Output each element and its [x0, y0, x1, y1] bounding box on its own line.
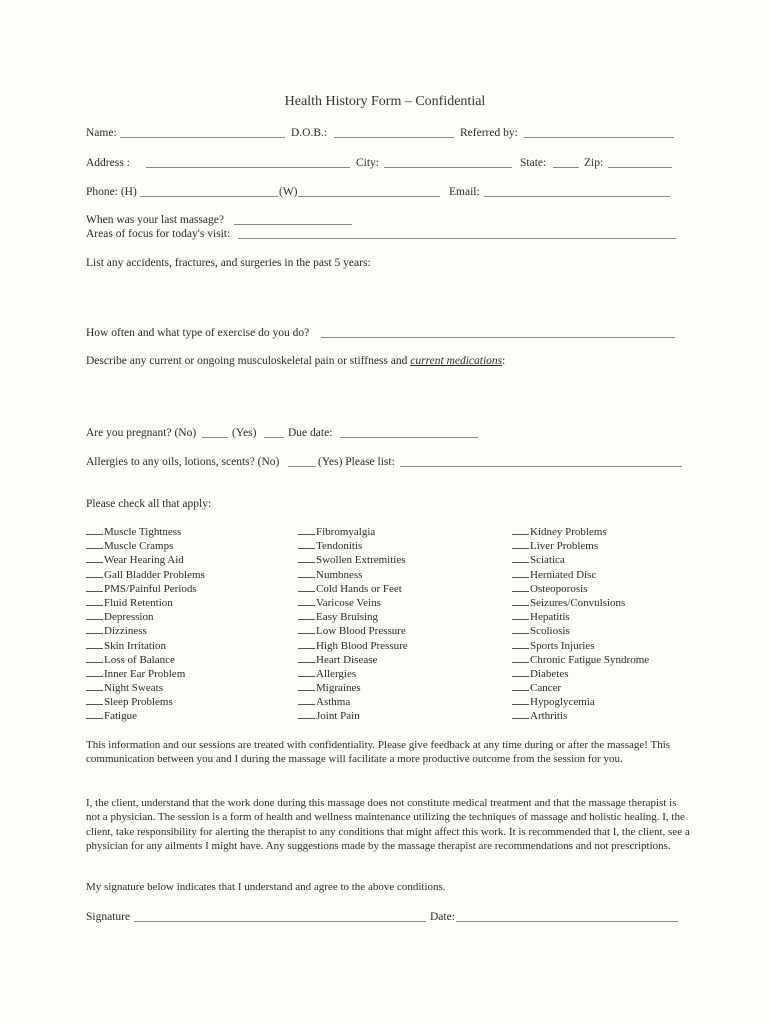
condition-item[interactable]	[298, 552, 408, 566]
condition-label: Cancer	[530, 682, 562, 695]
condition-label: Gall Bladder Problems	[104, 568, 205, 581]
condition-item[interactable]	[298, 567, 408, 581]
condition-item[interactable]	[86, 567, 205, 581]
condition-label: Muscle Tightness	[104, 526, 182, 538]
condition-checkbox-blank[interactable]	[86, 567, 103, 578]
condition-label: Migraines	[316, 682, 361, 695]
condition-checkbox-blank[interactable]	[86, 708, 103, 719]
city-field[interactable]	[384, 167, 512, 168]
condition-item[interactable]	[512, 680, 649, 694]
condition-label: Fatigue	[104, 710, 137, 723]
condition-label: Depression	[104, 611, 154, 624]
agreement-paragraph: My signature below indicates that I understand and agree to the above conditions.	[86, 881, 446, 893]
condition-label: Tendonitis	[316, 540, 363, 553]
condition-item[interactable]	[86, 638, 205, 652]
exercise-label: How often and what type of exercise do you do?	[86, 327, 310, 339]
condition-label: Hypoglycemia	[530, 696, 595, 709]
last-massage-field[interactable]	[234, 224, 352, 225]
focus-areas-field[interactable]	[238, 238, 676, 239]
condition-checkbox-blank[interactable]	[512, 680, 529, 691]
address-label: Address :	[86, 157, 130, 169]
conditions-column-3	[512, 524, 649, 723]
disclaimer-paragraph: I, the client, understand that the work done during this massage does not constitute medical treatment and that the massage therapist is not a physician. The session is a form of health and wellness maintenance utilizing the techniques of massage and holistic healing. I, the client, take responsibility for alerting the therapist to any conditions that might affect this work. It is recommended that I, the client, see a physician for any ailments I might have. Any suggestions made by the massage therapist are recommendations and not prescriptions.	[86, 797, 690, 852]
condition-checkbox-blank[interactable]	[86, 538, 103, 549]
condition-checkbox-blank[interactable]	[298, 638, 315, 649]
condition-checkbox-blank[interactable]	[512, 581, 529, 592]
condition-item[interactable]	[86, 680, 205, 694]
signature-field[interactable]	[134, 921, 426, 922]
condition-label: Wear Hearing Aid	[104, 554, 184, 567]
condition-checkbox-blank[interactable]	[298, 609, 315, 620]
conditions-column-1	[86, 524, 205, 723]
date-field[interactable]	[456, 921, 678, 922]
condition-label: Skin Irritation	[104, 639, 167, 652]
pain-label: Describe any current or ongoing musculoskeletal pain or stiffness and current medications:	[86, 355, 506, 367]
condition-item[interactable]	[512, 552, 649, 566]
condition-checkbox-blank[interactable]	[86, 638, 103, 649]
zip-label: Zip:	[584, 157, 604, 169]
condition-item[interactable]	[512, 638, 649, 652]
name-field[interactable]	[120, 137, 285, 138]
condition-checkbox-blank[interactable]	[298, 708, 315, 719]
condition-label: Arthritis	[530, 710, 568, 723]
condition-checkbox-blank[interactable]	[298, 595, 315, 606]
condition-checkbox-blank[interactable]	[512, 708, 529, 719]
name-label: Name:	[86, 127, 117, 139]
allergies-yes-label: (Yes) Please list:	[318, 456, 395, 468]
dob-field[interactable]	[334, 137, 454, 138]
condition-checkbox-blank[interactable]	[512, 538, 529, 549]
condition-label: Joint Pain	[316, 710, 360, 723]
condition-label: Sciatica	[530, 554, 565, 567]
signature-label: Signature	[86, 911, 131, 923]
condition-item[interactable]	[512, 538, 649, 552]
condition-label: Allergies	[316, 667, 357, 680]
phone-home-field[interactable]	[140, 196, 278, 197]
condition-label: Swollen Extremities	[316, 554, 406, 567]
condition-item[interactable]	[298, 623, 408, 637]
allergies-label: Allergies to any oils, lotions, scents? (No)	[86, 456, 280, 468]
condition-label: Diabetes	[530, 667, 569, 680]
condition-checkbox-blank[interactable]	[512, 694, 529, 705]
condition-item[interactable]	[86, 666, 205, 680]
zip-field[interactable]	[608, 167, 672, 168]
condition-label: Muscle Cramps	[104, 540, 174, 553]
condition-checkbox-blank[interactable]	[512, 609, 529, 620]
condition-item[interactable]	[298, 694, 408, 708]
condition-checkbox-blank[interactable]	[298, 623, 315, 634]
condition-item[interactable]	[86, 708, 205, 722]
condition-checkbox-blank[interactable]	[298, 567, 315, 578]
condition-checkbox-blank[interactable]	[512, 567, 529, 578]
condition-item[interactable]	[512, 581, 649, 595]
condition-label: Night Sweats	[104, 682, 163, 695]
condition-checkbox-blank[interactable]	[86, 524, 103, 535]
condition-checkbox-blank[interactable]	[86, 552, 103, 563]
condition-checkbox-blank[interactable]	[512, 623, 529, 634]
condition-label: Liver Problems	[530, 540, 599, 553]
condition-item[interactable]	[86, 694, 205, 708]
condition-checkbox-blank[interactable]	[86, 609, 103, 620]
phone-work-label: (W)	[279, 186, 298, 198]
condition-item[interactable]	[512, 652, 649, 666]
accidents-label: List any accidents, fractures, and surgeries in the past 5 years:	[86, 257, 371, 269]
state-label: State:	[520, 157, 547, 169]
last-massage-label: When was your last massage?	[86, 214, 224, 226]
condition-checkbox-blank[interactable]	[298, 538, 315, 549]
condition-label: Osteoporosis	[530, 582, 588, 595]
condition-item[interactable]	[298, 581, 408, 595]
date-label: Date:	[430, 911, 455, 923]
condition-label: PMS/Painful Periods	[104, 582, 197, 595]
condition-checkbox-blank[interactable]	[298, 552, 315, 563]
condition-checkbox-blank[interactable]	[512, 552, 529, 563]
email-field[interactable]	[484, 196, 670, 197]
conditions-column-2	[298, 524, 408, 723]
exercise-field[interactable]	[321, 337, 675, 338]
condition-label: Scoliosis	[530, 625, 570, 638]
condition-checkbox-blank[interactable]	[298, 524, 315, 535]
condition-label: Asthma	[316, 696, 351, 709]
condition-item[interactable]	[512, 708, 649, 722]
dob-label: D.O.B.:	[291, 127, 328, 139]
condition-checkbox-blank[interactable]	[86, 666, 103, 677]
condition-item[interactable]	[512, 623, 649, 637]
condition-label: Kidney Problems	[530, 526, 607, 538]
condition-label: Sports Injuries	[530, 639, 595, 652]
condition-item[interactable]	[298, 680, 408, 694]
condition-item[interactable]	[298, 708, 408, 722]
condition-label: Dizziness	[104, 625, 147, 638]
allergies-list-field[interactable]	[400, 466, 682, 467]
condition-item[interactable]	[298, 638, 408, 652]
condition-label: Hepatitis	[530, 611, 570, 624]
condition-item[interactable]	[512, 609, 649, 623]
confidentiality-paragraph: This information and our sessions are treated with confidentiality. Please give feedback at any time during or after the massage! This communication between you and I during the massage will facilitate a more productive outcome from the session for you.	[86, 739, 671, 766]
condition-checkbox-blank[interactable]	[512, 595, 529, 606]
condition-item[interactable]	[86, 552, 205, 566]
condition-item[interactable]	[298, 609, 408, 623]
state-field[interactable]	[553, 167, 579, 168]
condition-item[interactable]	[86, 595, 205, 609]
condition-checkbox-blank[interactable]	[512, 638, 529, 649]
condition-item[interactable]	[86, 581, 205, 595]
form-title: Health History Form – Confidential	[284, 94, 486, 109]
condition-item[interactable]	[512, 694, 649, 708]
condition-label: Fibromyalgia	[316, 526, 376, 538]
condition-item[interactable]	[86, 538, 205, 552]
condition-checkbox-blank[interactable]	[86, 581, 103, 592]
phone-home-label: Phone: (H)	[86, 186, 137, 198]
condition-label: Easy Bruising	[316, 611, 379, 624]
phone-work-field[interactable]	[298, 196, 440, 197]
condition-item[interactable]	[512, 595, 649, 609]
condition-item[interactable]	[86, 623, 205, 637]
condition-item[interactable]	[298, 538, 408, 552]
referred-field[interactable]	[524, 137, 674, 138]
pregnant-yes-field[interactable]	[264, 437, 284, 438]
condition-item[interactable]	[298, 595, 408, 609]
condition-label: Loss of Balance	[104, 653, 175, 666]
condition-checkbox-blank[interactable]	[86, 595, 103, 606]
condition-label: Fluid Retention	[104, 596, 173, 609]
condition-item[interactable]	[298, 652, 408, 666]
current-medications-text: current medications	[410, 355, 503, 367]
condition-label: Seizures/Convulsions	[530, 596, 626, 609]
condition-item[interactable]	[86, 524, 205, 538]
pregnant-no-field[interactable]	[202, 437, 228, 438]
condition-label: Chronic Fatigue Syndrome	[530, 653, 650, 666]
pregnant-yes-label: (Yes)	[232, 427, 257, 439]
condition-item[interactable]	[298, 666, 408, 680]
condition-label: Numbness	[316, 568, 363, 581]
condition-checkbox-blank[interactable]	[86, 652, 103, 663]
condition-checkbox-blank[interactable]	[298, 680, 315, 691]
condition-checkbox-blank[interactable]	[298, 652, 315, 663]
condition-checkbox-blank[interactable]	[298, 666, 315, 677]
check-all-label: Please check all that apply:	[86, 498, 212, 510]
condition-label: Heart Disease	[316, 653, 378, 666]
city-label: City:	[356, 157, 380, 169]
condition-label: Varicose Veins	[316, 596, 381, 609]
condition-item[interactable]	[298, 524, 408, 538]
condition-label: Inner Ear Problem	[104, 667, 186, 680]
condition-checkbox-blank[interactable]	[298, 694, 315, 705]
condition-checkbox-blank[interactable]	[512, 666, 529, 677]
email-label: Email:	[449, 186, 480, 198]
condition-checkbox-blank[interactable]	[86, 694, 103, 705]
referred-label: Referred by:	[460, 127, 518, 139]
allergies-no-field[interactable]	[288, 466, 316, 467]
condition-checkbox-blank[interactable]	[512, 652, 529, 663]
condition-label: Sleep Problems	[104, 696, 173, 709]
focus-areas-label: Areas of focus for today's visit:	[86, 228, 231, 240]
condition-item[interactable]	[512, 567, 649, 581]
condition-item[interactable]	[512, 524, 649, 538]
condition-item[interactable]	[512, 666, 649, 680]
condition-checkbox-blank[interactable]	[512, 524, 529, 535]
due-date-label: Due date:	[288, 427, 333, 439]
condition-label: Herniated Disc	[530, 568, 597, 581]
condition-checkbox-blank[interactable]	[86, 680, 103, 691]
condition-label: Low Blood Pressure	[316, 625, 406, 638]
condition-checkbox-blank[interactable]	[298, 581, 315, 592]
condition-item[interactable]	[86, 609, 205, 623]
condition-item[interactable]	[86, 652, 205, 666]
pregnant-label: Are you pregnant? (No)	[86, 427, 197, 439]
condition-label: High Blood Pressure	[316, 639, 408, 652]
condition-checkbox-blank[interactable]	[86, 623, 103, 634]
condition-label: Cold Hands or Feet	[316, 582, 402, 595]
due-date-field[interactable]	[340, 437, 478, 438]
address-field[interactable]	[146, 167, 350, 168]
